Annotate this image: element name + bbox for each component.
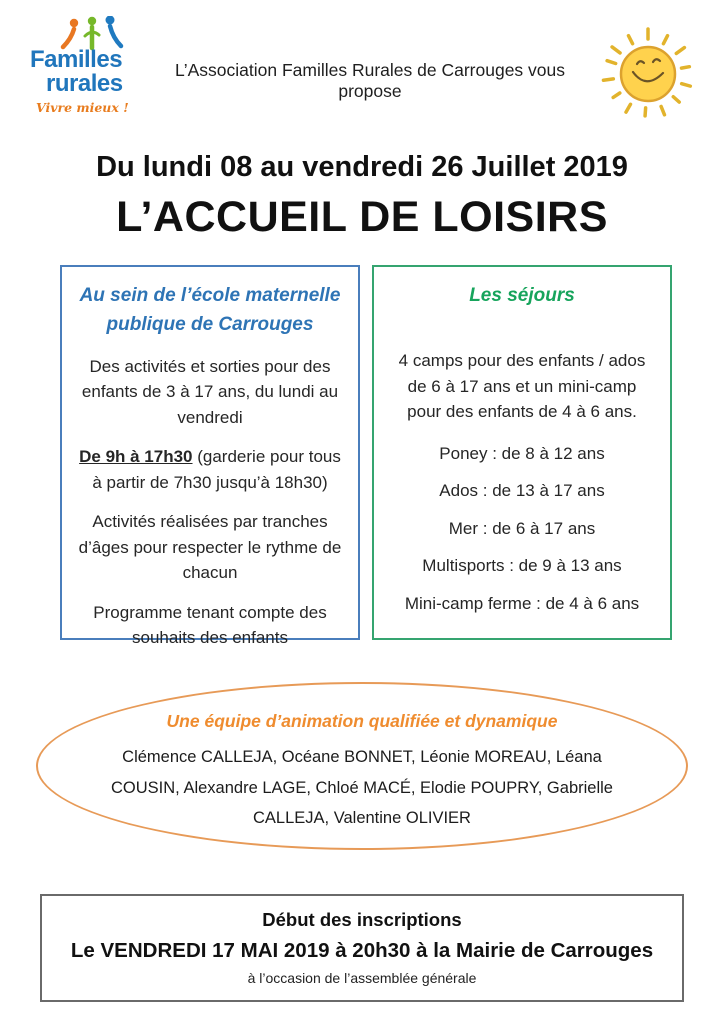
inscriptions-title: Début des inscriptions bbox=[262, 909, 462, 930]
association-tagline: L’Association Familles Rurales de Carrouges vous propose bbox=[174, 60, 566, 101]
schedule-detail: (garderie pour tous à partir de 7h30 jusqu’à 18h30) bbox=[92, 447, 341, 492]
team-heading: Une équipe d’animation qualifiée et dynamique bbox=[166, 711, 558, 731]
sun-icon bbox=[600, 22, 702, 127]
inscriptions-box bbox=[40, 894, 684, 1002]
camp-item-ados: Ados : de 13 à 17 ans bbox=[439, 481, 605, 501]
logo-tagline: Vivre mieux ! bbox=[36, 100, 129, 115]
info-columns bbox=[60, 265, 672, 648]
logo-word-familles: Familles bbox=[30, 46, 123, 73]
sejours-box bbox=[372, 265, 672, 640]
camp-item-minicamp: Mini-camp ferme : de 4 à 6 ans bbox=[404, 593, 640, 613]
inscriptions-date: Le VENDREDI 17 MAI 2019 à 20h30 à la Mairie de Carrouges bbox=[70, 939, 654, 962]
camp-item-multisports: Multisports : de 9 à 13 ans bbox=[422, 556, 622, 576]
date-title: Du lundi 08 au vendredi 26 Juillet 2019 bbox=[96, 151, 628, 183]
camp-item-poney: Poney : de 8 à 12 ans bbox=[439, 443, 605, 463]
logo-word-rurales: rurales bbox=[46, 70, 123, 97]
camps-intro: 4 camps pour des enfants / ados de 6 à 17 ans et un mini-camp pour des enfants de 4 à 6 ans. bbox=[398, 351, 646, 422]
page-title: L’ACCUEIL DE LOISIRS bbox=[116, 193, 608, 241]
team-names: Clémence CALLEJA, Océane BONNET, Léonie MOREAU, Léana COUSIN, Alexandre LAGE, Chloé MACÉ, Elodie POUPRY, Gabrielle CALLEJA, Valentine OLIVIER bbox=[111, 748, 613, 828]
program-paragraph: Programme tenant compte des souhaits des enfants bbox=[93, 602, 327, 648]
sejours-box-heading: Les séjours bbox=[469, 285, 575, 306]
camp-item-mer: Mer : de 6 à 17 ans bbox=[448, 518, 596, 538]
age-groups-paragraph: Activités réalisées par tranches d’âges pour respecter le rythme de chacun bbox=[78, 512, 342, 583]
school-info-box bbox=[60, 265, 360, 648]
schedule-paragraph bbox=[78, 444, 342, 495]
inscriptions-note: à l’occasion de l’assemblée générale bbox=[247, 970, 477, 986]
schedule-hours: De 9h à 17h30 bbox=[79, 447, 193, 467]
activities-paragraph: Des activités et sorties pour des enfants de 3 à 17 ans, du lundi au vendredi bbox=[81, 356, 339, 427]
familles-rurales-logo bbox=[30, 16, 140, 115]
team-oval bbox=[36, 682, 688, 850]
school-box-heading: Au sein de l’école maternelle publique de Carrouges bbox=[79, 285, 341, 336]
camps-list bbox=[390, 441, 654, 617]
header bbox=[0, 0, 724, 127]
